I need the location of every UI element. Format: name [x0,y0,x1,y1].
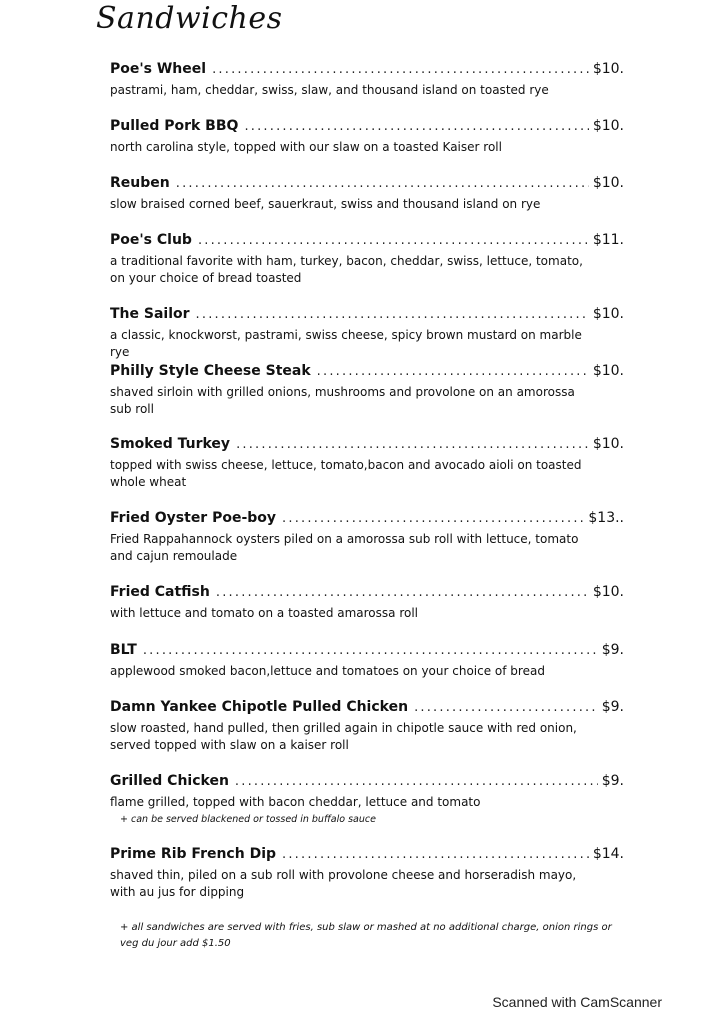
item-name: Reuben [110,175,170,191]
item-name: Damn Yankee Chipotle Pulled Chicken [110,699,409,715]
item-description: topped with swiss cheese, lettuce, tomato,bacon and avocado aioli on toasted whole wheat [110,458,582,489]
item-name: Smoked Turkey [110,436,231,452]
item-price: $10. [592,436,624,452]
item-price: $11. [592,232,624,248]
item-name: Prime Rib French Dip [110,846,277,862]
item-description: north carolina style, topped with our slaw on a toasted Kaiser roll [110,140,502,154]
scanner-watermark: Scanned with CamScanner [492,994,662,1010]
dot-leader [216,585,589,600]
item-price: $10. [592,363,624,379]
menu-item-fried-catfish [110,584,624,622]
dot-leader [414,700,598,715]
menu-item-poes-club [110,232,624,287]
item-description: a classic, knockworst, pastrami, swiss cheese, spicy brown mustard on marble rye [110,328,582,359]
item-price: $10. [592,306,624,322]
menu-item-pulled-pork-bbq [110,118,624,156]
item-note: + can be served blackened or tossed in buffalo sauce [120,814,376,825]
menu-item-damn-yankee-chicken [110,699,624,754]
item-name: The Sailor [110,306,190,322]
item-price: $10. [592,118,624,134]
item-name: Grilled Chicken [110,773,229,789]
item-description: shaved sirloin with grilled onions, mushrooms and provolone on an amorossa sub roll [110,385,575,416]
item-name: Philly Style Cheese Steak [110,363,311,379]
dot-leader [196,307,589,322]
dot-leader [282,847,589,862]
sides-footnote: + all sandwiches are served with fries, sub slaw or mashed at no additional charge, onion rings or veg du jour add $1.50 [120,922,612,949]
menu-item-the-sailor [110,306,624,361]
item-name: Poe's Wheel [110,61,207,77]
menu-item-reuben [110,175,624,213]
item-name: Fried Catfish [110,584,210,600]
item-description: with lettuce and tomato on a toasted amarossa roll [110,606,419,620]
item-name: BLT [110,642,137,658]
item-description: applewood smoked bacon,lettuce and tomatoes on your choice of bread [110,664,545,678]
item-price: $9. [601,699,624,715]
item-price: $10. [592,584,624,600]
item-price: $13.. [588,510,624,526]
item-name: Pulled Pork BBQ [110,118,239,134]
menu-item-smoked-turkey [110,436,624,491]
item-description: a traditional favorite with ham, turkey, bacon, cheddar, swiss, lettuce, tomato, on your choice of bread toasted [110,254,583,285]
menu-item-philly-cheese-steak [110,363,624,418]
item-description: pastrami, ham, cheddar, swiss, slaw, and thousand island on toasted rye [110,83,549,97]
item-description: slow braised corned beef, sauerkraut, swiss and thousand island on rye [110,197,541,211]
menu-item-fried-oyster-poe-boy [110,510,624,565]
item-price: $9. [601,642,624,658]
dot-leader [235,774,598,789]
item-description: shaved thin, piled on a sub roll with provolone cheese and horseradish mayo, with au jus for dipping [110,868,577,899]
item-description: Fried Rappahannock oysters piled on a amorossa sub roll with lettuce, tomato and cajun remoulade [110,532,579,563]
dot-leader [236,437,589,452]
dot-leader [176,176,589,191]
item-name: Poe's Club [110,232,192,248]
page-title: Sandwiches [96,1,283,36]
menu-item-poes-wheel [110,61,624,99]
item-description: flame grilled, topped with bacon cheddar, lettuce and tomato [110,795,481,809]
item-price: $10. [592,175,624,191]
menu-item-prime-rib-french-dip [110,846,624,901]
menu-item-blt [110,642,624,680]
dot-leader [198,233,589,248]
menu-item-grilled-chicken [110,773,624,827]
item-price: $10. [592,61,624,77]
dot-leader [143,643,598,658]
dot-leader [282,511,584,526]
item-price: $14. [592,846,624,862]
dot-leader [212,62,589,77]
dot-leader [317,364,589,379]
dot-leader [244,119,588,134]
item-name: Fried Oyster Poe-boy [110,510,277,526]
item-price: $9. [601,773,624,789]
item-description: slow roasted, hand pulled, then grilled again in chipotle sauce with red onion, served topped with slaw on a kaiser roll [110,721,577,752]
